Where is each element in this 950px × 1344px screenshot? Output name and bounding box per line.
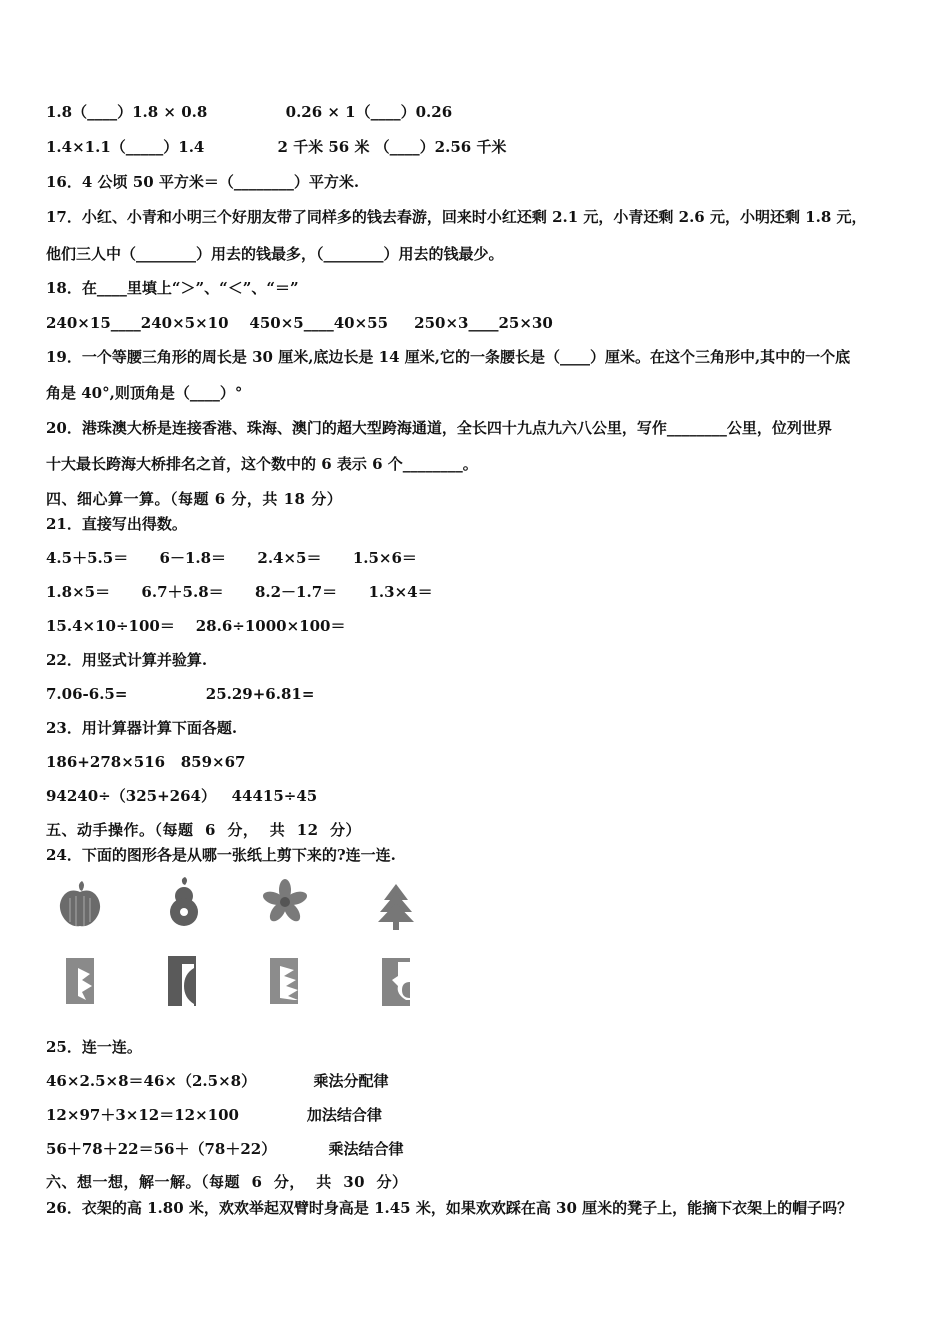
q16-text: 16．4 公顷 50 平方米＝（________）平方米. (46, 173, 360, 191)
q25-row-1: 46×2.5×8＝46×（2.5×8） 乘法分配律 (46, 1072, 389, 1090)
q21-row-3: 15.4×10÷100＝ 28.6÷1000×100＝ (46, 617, 346, 635)
tree-shape-icon (378, 884, 414, 930)
gourd-shape-icon (170, 877, 198, 926)
q18-items: 240×15____240×5×10 450×5____40×55 250×3____25×30 (46, 314, 553, 332)
q24-title: 24．下面的图形各是从哪一张纸上剪下来的?连一连. (46, 846, 396, 864)
q22-title: 22．用竖式计算并验算. (46, 651, 208, 669)
apple-shape-icon (60, 881, 100, 926)
q19-text-line-1: 19．一个等腰三角形的周长是 30 厘米,底边长是 14 厘米,它的一条腰长是（____）厘米。在这个三角形中,其中的一个底 (46, 348, 851, 366)
q21-row-1: 4.5＋5.5＝ 6－1.8＝ 2.4×5＝ 1.5×6＝ (46, 549, 417, 567)
q25-row-2: 12×97＋3×12＝12×100 加法结合律 (46, 1106, 382, 1124)
q26-text: 26．衣架的高 1.80 米，欢欢举起双臂时身高是 1.45 米，如果欢欢踩在高 30 厘米的凳子上，能摘下衣架上的帽子吗？ (46, 1199, 853, 1217)
q17-text-line-2: 他们三人中（________）用去的钱最多，（________）用去的钱最少。 (46, 245, 504, 263)
q18-text: 18．在____里填上“＞”、“＜”、“＝” (46, 279, 299, 297)
q23-row-2: 94240÷（325+264） 44415÷45 (46, 787, 318, 805)
q22-items: 7.06-6.5= 25.29+6.81= (46, 685, 315, 703)
q25-title: 25．连一连。 (46, 1038, 142, 1056)
section-5-heading: 五、动手操作。（每题 6 分， 共 12 分） (46, 821, 362, 839)
paper-e-icon (66, 958, 94, 1004)
q17-text-line-1: 17．小红、小青和小明三个好朋友带了同样多的钱去春游，回来时小红还剩 2.1 元，小青还剩 2.6 元，小明还剩 1.8 元， (46, 208, 867, 226)
q21-row-2: 1.8×5＝ 6.7＋5.8＝ 8.2－1.7＝ 1.3×4＝ (46, 583, 433, 601)
q15-compare-row-2: 1.4×1.1（_____）1.4 2 千米 56 米 （____）2.56 千米 (46, 138, 507, 156)
paper-c-icon (168, 956, 196, 1006)
q21-title: 21．直接写出得数。 (46, 515, 187, 533)
section-4-heading: 四、细心算一算。（每题 6 分，共 18 分） (46, 490, 343, 508)
section-6-heading: 六、想一想，解一解。（每题 6 分， 共 30 分） (46, 1173, 408, 1191)
q20-text-line-1: 20．港珠澳大桥是连接香港、珠海、澳门的超大型跨海通道，全长四十九点九六八公里，写作________公里，位列世界 (46, 419, 832, 437)
paper-notch-icon (382, 958, 410, 1006)
paper-zigzag-icon (270, 958, 298, 1004)
q25-row-3: 56＋78＋22＝56＋（78＋22） 乘法结合律 (46, 1140, 404, 1158)
q15-compare-row-1: 1.8（____）1.8 × 0.8 0.26 × 1（____）0.26 (46, 103, 453, 121)
flower-shape-icon (261, 879, 308, 924)
q23-row-1: 186+278×516 859×67 (46, 753, 246, 771)
q23-title: 23．用计算器计算下面各题. (46, 719, 238, 737)
q19-text-line-2: 角是 40°,则顶角是（____）° (46, 384, 243, 402)
q20-text-line-2: 十大最长跨海大桥排名之首，这个数中的 6 表示 6 个________。 (46, 455, 478, 473)
